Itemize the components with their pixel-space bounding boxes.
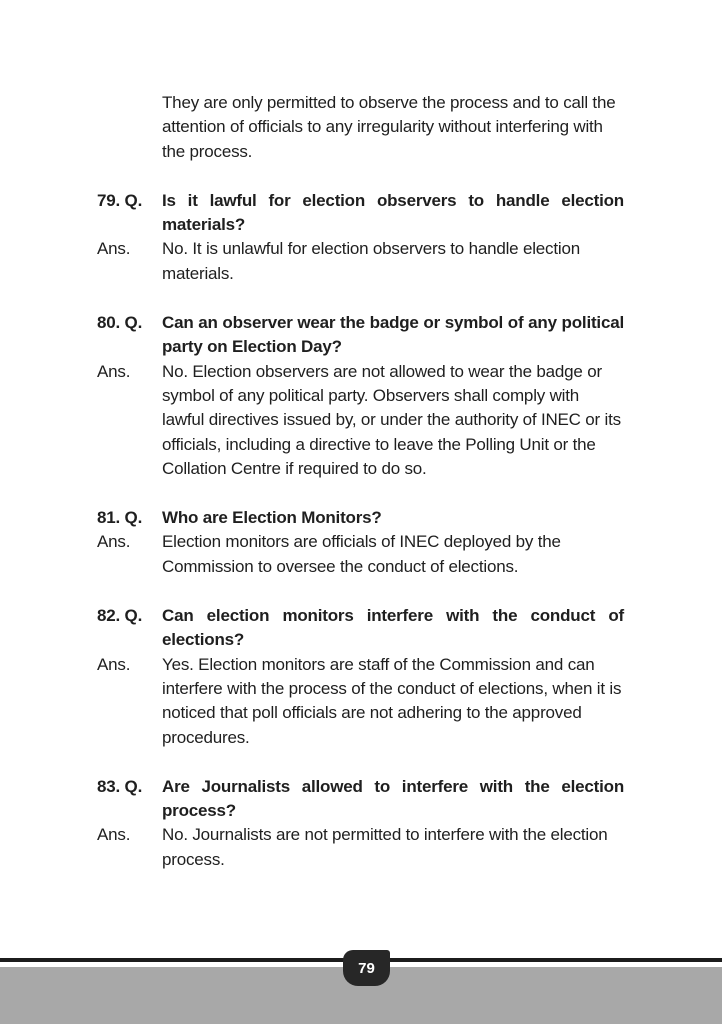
answer-label: Ans. bbox=[97, 361, 131, 381]
answer-text: Election monitors are officials of INEC deployed by the Commission to oversee the conduct of elections. bbox=[162, 532, 561, 576]
question-row bbox=[97, 189, 624, 238]
answer-row bbox=[97, 237, 624, 286]
question-number-label: 81. Q. bbox=[97, 508, 143, 528]
question-number-label: 82. Q. bbox=[97, 606, 143, 626]
answer-text: Yes. Election monitors are staff of the Commission and can interfere with the process of the conduct of elections, when it is noticed that poll officials are not adhering to the approved procedures. bbox=[162, 654, 622, 747]
answer-label: Ans. bbox=[97, 825, 131, 845]
answer-row bbox=[97, 530, 624, 579]
qa-block-83 bbox=[97, 775, 624, 872]
question-number-label: 79. Q. bbox=[97, 190, 143, 210]
page-number-badge bbox=[343, 950, 390, 986]
question-number-label: 80. Q. bbox=[97, 313, 143, 333]
answer-label: Ans. bbox=[97, 654, 131, 674]
answer-row bbox=[97, 653, 624, 750]
qa-block-80 bbox=[97, 311, 624, 481]
question-number-label: 83. Q. bbox=[97, 776, 143, 796]
answer-text: No. Election observers are not allowed to wear the badge or symbol of any political party. Observers shall comply with lawful directives issued by, or under the authority of INEC or its officials, including a directive to leave the Polling Unit or the Collation Centre if required to do so. bbox=[162, 361, 621, 478]
question-text: Can election monitors interfere with the conduct of elections? bbox=[162, 606, 624, 650]
question-row bbox=[97, 506, 624, 530]
question-row bbox=[97, 604, 624, 653]
answer-label: Ans. bbox=[97, 239, 131, 259]
qa-block-82 bbox=[97, 604, 624, 750]
question-text: Is it lawful for election observers to handle election materials? bbox=[162, 190, 624, 235]
question-row bbox=[97, 775, 624, 824]
page-content bbox=[97, 91, 624, 897]
answer-label: Ans. bbox=[97, 532, 131, 552]
answer-row bbox=[97, 360, 624, 481]
question-row bbox=[97, 311, 624, 360]
qa-block-79 bbox=[97, 189, 624, 286]
question-text: Who are Election Monitors? bbox=[162, 508, 382, 528]
question-text: Can an observer wear the badge or symbol of any political party on Election Day? bbox=[162, 313, 624, 357]
answer-row bbox=[97, 823, 624, 872]
question-text: Are Journalists allowed to interfere with the election process? bbox=[162, 776, 624, 821]
qa-block-81 bbox=[97, 506, 624, 579]
answer-text: No. It is unlawful for election observers to handle election materials. bbox=[162, 239, 580, 283]
intro-paragraph: They are only permitted to observe the process and to call the attention of officials to any irregularity without interfering with the process. bbox=[162, 93, 616, 161]
page-number: 79 bbox=[358, 959, 375, 977]
answer-text: No. Journalists are not permitted to interfere with the election process. bbox=[162, 825, 608, 869]
